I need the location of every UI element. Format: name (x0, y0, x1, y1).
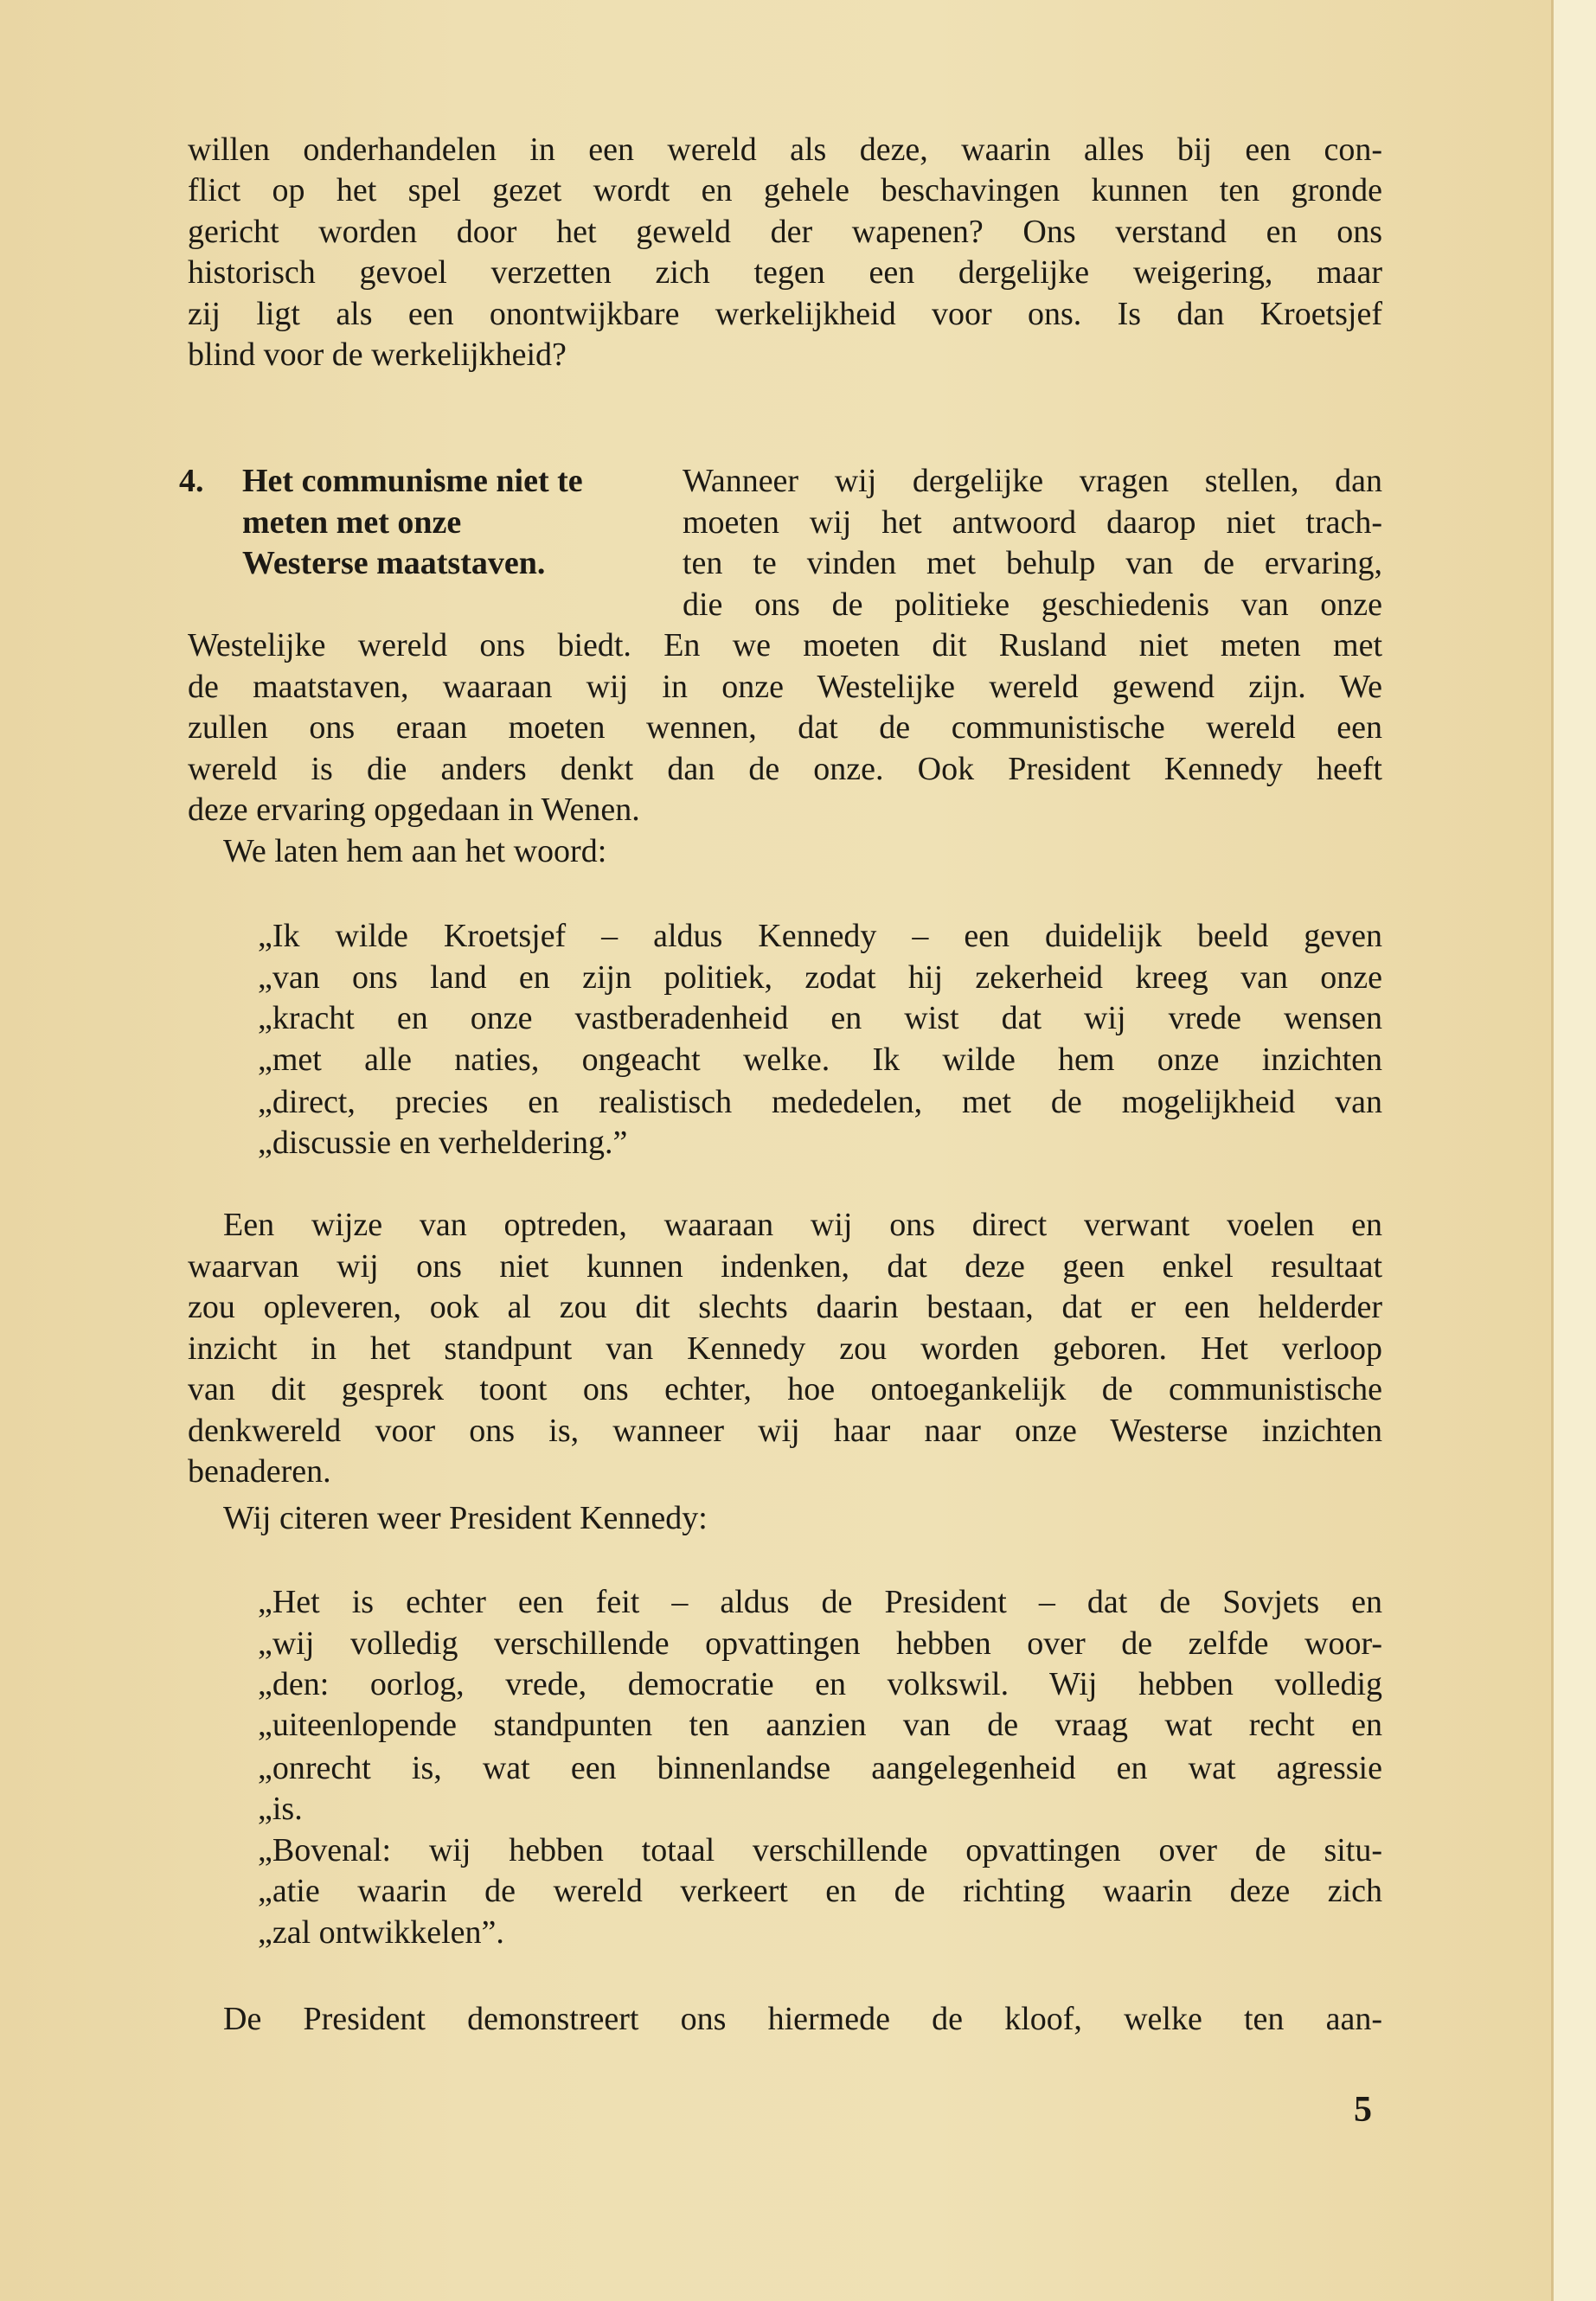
paragraph-line: moeten wij het antwoord daarop niet trach- (683, 503, 1382, 541)
quote-line: „van ons land en zijn politiek, zodat hij zekerheid kreeg van onze (258, 958, 1382, 996)
heading-line: meten met onze (242, 503, 462, 541)
heading-line: Het communisme niet te (242, 463, 583, 500)
quote-line: „den: oorlog, vrede, democratie en volkswil. Wij hebben volledig (258, 1666, 1382, 1702)
quote-line: „Ik wilde Kroetsjef – aldus Kennedy – een duidelijk beeld geven (258, 918, 1382, 955)
quote-line: „zal ontwikkelen”. (258, 1913, 504, 1951)
quote-line: „direct, precies en realistisch mededelen, met de mogelijkheid van (258, 1083, 1382, 1120)
heading-line: Westerse maatstaven. (242, 545, 546, 582)
paragraph-line: wereld is die anders denkt dan de onze. Ook President Kennedy heeft (188, 750, 1382, 787)
section-number: 4. (179, 463, 204, 500)
paragraph-line: benaderen. (188, 1453, 331, 1490)
paragraph-line: historisch gevoel verzetten zich tegen een dergelijke weigering, maar (188, 254, 1382, 292)
quote-intro: Wij citeren weer President Kennedy: (223, 1500, 708, 1537)
paragraph-line: Wanneer wij dergelijke vragen stellen, dan (683, 463, 1382, 500)
page-number: 5 (1354, 2090, 1372, 2130)
quote-line: „Het is echter een feit – aldus de President – dat de Sovjets en (258, 1584, 1382, 1621)
paragraph-line: Westelijke wereld ons biedt. En we moeten dit Rusland niet meten met (188, 627, 1382, 664)
paragraph-line: zou opleveren, ook al zou dit slechts daarin bestaan, dat er een helderder (188, 1289, 1382, 1326)
paragraph-line: de maatstaven, waaraan wij in onze Westelijke wereld gewend zijn. We (188, 668, 1382, 705)
quote-line: „onrecht is, wat een binnenlandse aangelegenheid en wat agressie (258, 1749, 1382, 1786)
paragraph-line: Een wijze van optreden, waaraan wij ons direct verwant voelen en (223, 1207, 1382, 1244)
paragraph-line: ten te vinden met behulp van de ervaring, (683, 545, 1382, 582)
paragraph-line: De President demonstreert ons hiermede de kloof, welke ten aan- (223, 2000, 1382, 2037)
paragraph-line: zij ligt als een onontwijkbare werkelijkheid voor ons. Is dan Kroetsjef (188, 295, 1382, 332)
quote-line: „is. (258, 1791, 303, 1828)
quote-intro: We laten hem aan het woord: (223, 832, 607, 869)
paragraph-line: zullen ons eraan moeten wennen, dat de communistische wereld een (188, 709, 1382, 747)
paragraph-line: die ons de politieke geschiedenis van onze (683, 586, 1382, 623)
paragraph-line: van dit gesprek toont ons echter, hoe ontoegankelijk de communistische (188, 1371, 1382, 1408)
paragraph-line: waarvan wij ons niet kunnen indenken, dat deze geen enkel resultaat (188, 1247, 1382, 1285)
paragraph-line: deze ervaring opgedaan in Wenen. (188, 792, 640, 829)
quote-line: „uiteenlopende standpunten ten aanzien van de vraag wat recht en (258, 1707, 1382, 1744)
quote-line: „atie waarin de wereld verkeert en de richting waarin deze zich (258, 1873, 1382, 1910)
paragraph-line: willen onderhandelen in een wereld als deze, waarin alles bij een con- (188, 131, 1382, 168)
quote-line: „discussie en verheldering.” (258, 1125, 628, 1162)
paragraph-line: blind voor de werkelijkheid? (188, 336, 567, 374)
paragraph-line: denkwereld voor ons is, wanneer wij haar naar onze Westerse inzichten (188, 1412, 1382, 1449)
quote-line: „Bovenal: wij hebben totaal verschillende opvattingen over de situ- (258, 1831, 1382, 1868)
quote-line: „kracht en onze vastberadenheid en wist dat wij vrede wensen (258, 1000, 1382, 1037)
quote-line: „met alle naties, ongeacht welke. Ik wilde hem onze inzichten (258, 1041, 1382, 1078)
paragraph-line: flict op het spel gezet wordt en gehele beschavingen kunnen ten gronde (188, 172, 1382, 209)
paragraph-line: gericht worden door het geweld der wapenen? Ons verstand en ons (188, 213, 1382, 250)
paragraph-line: inzicht in het standpunt van Kennedy zou worden geboren. Het verloop (188, 1330, 1382, 1367)
quote-line: „wij volledig verschillende opvattingen hebben over de zelfde woor- (258, 1625, 1382, 1662)
